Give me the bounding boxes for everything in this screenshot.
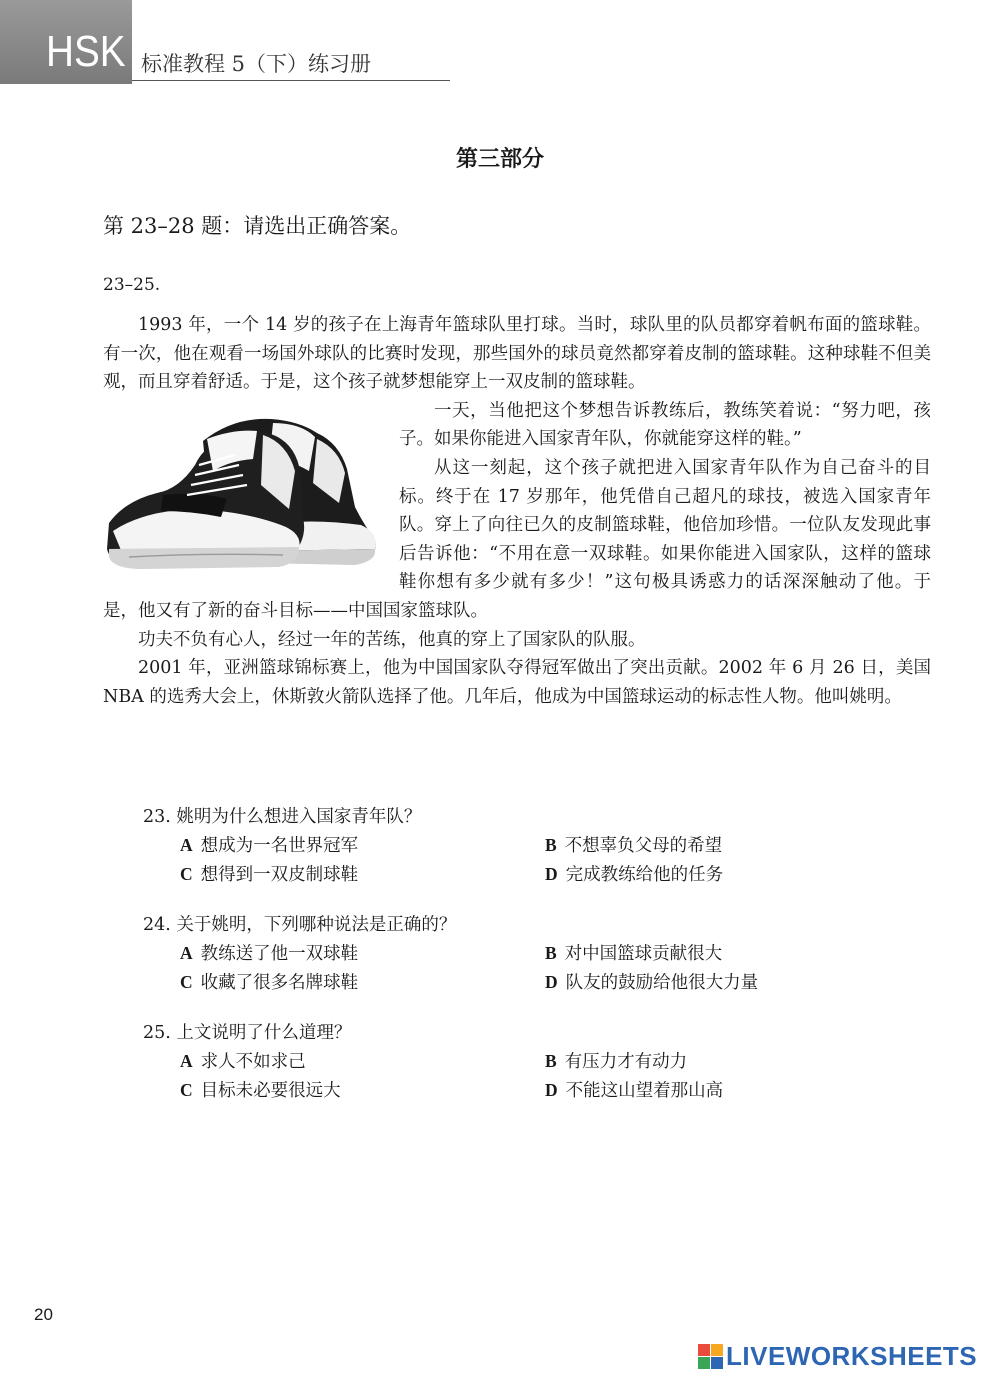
watermark-text: LIVEWORKSHEETS	[726, 1341, 978, 1371]
option-d[interactable]	[508, 1076, 873, 1105]
option-letter: B	[545, 835, 557, 855]
option-letter: D	[545, 972, 558, 992]
option-a[interactable]	[143, 939, 508, 968]
passage-paragraph-5: 2001 年，亚洲篮球锦标赛上，他为中国国家队夺得冠军做出了突出贡献。2002 年 6 月 26 日，美国 NBA 的选秀大会上，休斯敦火箭队选择了他。几年后，他成为中国篮球运动的标志性人物。他叫姚明。	[103, 658, 931, 707]
option-b[interactable]	[508, 1047, 873, 1076]
section-title: 第三部分	[455, 146, 544, 172]
question-stem: 25. 上文说明了什么道理？	[143, 1023, 352, 1043]
option-letter: C	[180, 864, 193, 884]
option-d[interactable]	[508, 968, 873, 997]
option-text: 不想辜负父母的希望	[564, 836, 723, 856]
option-text: 队友的鼓励给他很大力量	[565, 973, 759, 993]
option-text: 不能这山望着那山高	[565, 1081, 724, 1101]
basketball-shoes-icon	[103, 399, 383, 577]
option-text: 有压力才有动力	[564, 1052, 688, 1072]
liveworksheets-watermark[interactable]	[698, 1341, 977, 1371]
question-stem: 24. 关于姚明，下列哪种说法是正确的？	[143, 915, 457, 935]
header-rule	[132, 80, 450, 81]
option-row	[143, 1076, 903, 1105]
option-c[interactable]	[143, 968, 508, 997]
option-row	[143, 831, 903, 860]
option-d[interactable]	[508, 860, 873, 889]
liveworksheets-logo-icon	[698, 1344, 723, 1369]
option-letter: A	[180, 943, 193, 963]
hsk-header-block	[0, 0, 132, 84]
option-text: 收藏了很多名牌球鞋	[200, 973, 359, 993]
option-row	[143, 939, 903, 968]
option-b[interactable]	[508, 939, 873, 968]
option-text: 想得到一双皮制球鞋	[200, 865, 359, 885]
passage-paragraph-1: 1993 年，一个 14 岁的孩子在上海青年篮球队里打球。当时，球队里的队员都穿着帆布面的篮球鞋。有一次，他在观看一场国外球队的比赛时发现，那些国外的球员竟然都穿着皮制的篮球鞋。这种球鞋不但美观，而且穿着舒适。于是，这个孩子就梦想能穿上一双皮制的篮球鞋。	[103, 315, 931, 393]
passage-paragraph-2: 一天，当他把这个梦想告诉教练后，教练笑着说：“努力吧，孩子。如果你能进入国家青年队，你就能穿这样的鞋。”	[399, 400, 931, 450]
option-b[interactable]	[508, 831, 873, 860]
option-text: 求人不如求己	[200, 1052, 306, 1072]
page-number: 20	[34, 1305, 53, 1324]
option-text: 目标未必要很远大	[200, 1081, 341, 1101]
option-a[interactable]	[143, 1047, 508, 1076]
question-list	[143, 803, 903, 1127]
option-letter: A	[180, 835, 193, 855]
question-stem: 23. 姚明为什么想进入国家青年队？	[143, 807, 422, 827]
reading-passage	[103, 311, 931, 711]
option-c[interactable]	[143, 1076, 508, 1105]
option-letter: C	[180, 1080, 193, 1100]
passage-paragraph-3: 从这一刻起，这个孩子就把进入国家青年队作为自己奋斗的目标。终于在 17 岁那年，他凭借自己超凡的球技，被选入国家青年队。穿上了向往已久的皮制篮球鞋，他倍加珍惜。一位队友发现此事后告诉他：“不用在意一双球鞋。如果你能进入国家队，这样的篮球鞋你想有多少就有多少！”这句极具诱惑力的话深深触动了他。于是，他又有了新的奋斗目标——中国国家篮球队。	[103, 457, 931, 621]
option-text: 对中国篮球贡献很大	[564, 944, 723, 964]
question-range-label: 23–25.	[103, 275, 161, 295]
option-letter: D	[545, 864, 558, 884]
option-text: 想成为一名世界冠军	[200, 836, 359, 856]
question-25	[143, 1019, 903, 1105]
option-text: 教练送了他一双球鞋	[200, 944, 359, 964]
question-23	[143, 803, 903, 889]
option-letter: A	[180, 1051, 193, 1071]
option-row	[143, 860, 903, 889]
option-c[interactable]	[143, 860, 508, 889]
option-a[interactable]	[143, 831, 508, 860]
instruction: 第 23–28 题：请选出正确答案。	[103, 214, 412, 238]
option-text: 完成教练给他的任务	[565, 865, 724, 885]
passage-paragraph-4: 功夫不负有心人，经过一年的苦练，他真的穿上了国家队的队服。	[138, 629, 646, 650]
option-row	[143, 1047, 903, 1076]
option-row	[143, 968, 903, 997]
hsk-logo: HSK	[46, 27, 126, 76]
option-letter: B	[545, 943, 557, 963]
question-24	[143, 911, 903, 997]
option-letter: B	[545, 1051, 557, 1071]
option-letter: D	[545, 1080, 558, 1100]
book-title: 标准教程 5（下）练习册	[141, 52, 372, 76]
option-letter: C	[180, 972, 193, 992]
